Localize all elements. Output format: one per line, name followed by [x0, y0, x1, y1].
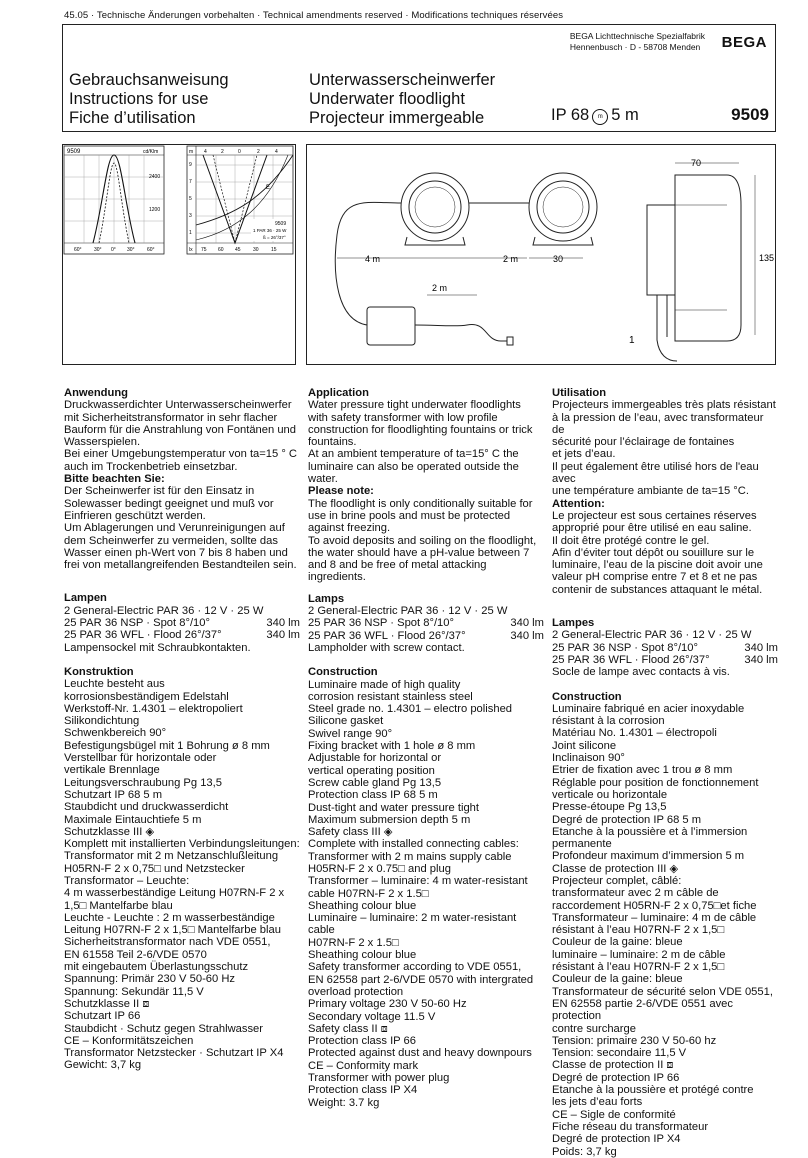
text-line: Matériau No. 1.4301 – électropoli [552, 727, 717, 740]
text-line: Dust-tight and water pressure tight [308, 801, 480, 814]
iso-left-label: 9 [189, 162, 192, 168]
iso-bottom-label: 75 [201, 247, 207, 253]
title-fr: Fiche d’utilisation [69, 109, 196, 127]
text-line: mit Sicherheitstransformator in sehr flacher [64, 411, 278, 424]
housing-side-view [647, 175, 741, 361]
text-line: raccordement H05RN-F 2 x 0,75□et fiche [552, 899, 757, 912]
text-line: Sheathing colour blue [308, 949, 417, 962]
text-line: EN 62558 part 2-6/VDE 0570 with intergrated [308, 973, 534, 986]
iso-bottom-label: 30 [253, 247, 259, 253]
text-line: Transformer with 2 m mains supply cable [308, 850, 512, 863]
lamp-type: 25 PAR 36 WFL · Flood 26°/37° [552, 653, 710, 666]
iso-top-label: 0 [238, 149, 241, 155]
text-line: Um Ablagerungen und Verunreinigungen auf [64, 522, 285, 535]
text-line: Transformateur – luminaire: 4 m de câble [552, 911, 757, 924]
text-line: Maximale Eintauchtiefe 5 m [64, 813, 202, 826]
text-line: Fiche réseau du transformateur [552, 1120, 709, 1133]
iso-top-label: 4 [204, 149, 207, 155]
text-line: CE – Konformitätszeichen [64, 1034, 194, 1047]
text-line: Etanche à la poussière et protégé contre [552, 1084, 754, 1097]
dim-135: 135 [759, 253, 775, 263]
text-line: Wasserspielen. [64, 436, 141, 449]
iso-letter: E [266, 185, 271, 191]
utilisation-text [552, 399, 778, 497]
text-line: vertical operating position [308, 764, 435, 777]
text-line: approprié pour être utilisé en eau saline. [552, 522, 752, 535]
text-line: les jets d’eau forts [552, 1096, 643, 1109]
text-line: corrosion resistant stainless steel [308, 690, 473, 703]
text-line: verticale ou horizontale [552, 788, 668, 801]
brand-logo: BEGA [721, 34, 767, 51]
text-line: ingredients. [308, 571, 366, 584]
text-line: 1,5□ Mantelfarbe blau [64, 899, 173, 912]
text-line: korrosionsbeständigem Edelstahl [64, 690, 229, 703]
text-line: Luminaire fabriqué en acier inoxydable [552, 702, 745, 715]
text-line: Degré de protection IP X4 [552, 1133, 681, 1146]
text-line: contenir de substances attaquant le métal. [552, 583, 763, 596]
text-line: Staubdicht und druckwasserdicht [64, 801, 229, 814]
iso-id: 9509 [275, 221, 287, 227]
polar-angle: 30° [127, 247, 135, 253]
company-location: Hennenbusch · D - 58708 Menden [569, 42, 701, 52]
text-line: résistant à l’eau H07RN-F 2 x 1,5□ [552, 924, 725, 937]
polar-tick: 1200 [149, 207, 161, 213]
text-line: Maximum submersion depth 5 m [308, 813, 471, 826]
text-line: H05RN-F 2 x 0,75□ und Netzstecker [64, 862, 245, 875]
text-line: Transformateur de sécurité selon VDE 0551, [552, 985, 773, 998]
lamp-spec: 2 General-Electric PAR 36 · 12 V · 25 W [552, 629, 752, 642]
iso-left-label: lx [189, 247, 193, 253]
revision-note: 45.05 · Technische Änderungen vorbehalten · Technical amendments reserved · Modifications techniques réservées [64, 10, 564, 21]
text-line: Leuchte - Leuchte : 2 m wasserbeständige [64, 911, 275, 924]
text-line: Der Scheinwerfer ist für den Einsatz in [64, 485, 255, 498]
text-line: Poids: 3,7 kg [552, 1145, 617, 1158]
text-line: Sheathing colour blue [308, 899, 417, 912]
english-column [308, 387, 544, 1109]
lamp-holder: Lampholder with screw contact. [308, 641, 465, 654]
text-line: Adjustable for horizontal or [308, 752, 442, 765]
text-line: Sicherheitstransformator nach VDE 0551, [64, 936, 271, 949]
iso-left-label: 7 [189, 179, 192, 185]
company-address [570, 31, 705, 53]
lamp-type: 25 PAR 36 WFL · Flood 26°/37° [308, 629, 466, 642]
text-line: mit eingebautem Überlastungsschutz [64, 961, 249, 974]
text-line: CE – Conformity mark [308, 1059, 419, 1072]
lamp-type: 25 PAR 36 NSP · Spot 8°/10° [64, 617, 210, 630]
iso-bottom-label: 60 [218, 247, 224, 253]
beachten-text [64, 485, 300, 571]
company-name: BEGA Lichttechnische Spezialfabrik [569, 31, 705, 41]
text-line: water. [308, 473, 338, 486]
part-label: 1 [629, 335, 635, 346]
text-line: Presse-étoupe Pg 13,5 [552, 801, 667, 814]
text-line: At an ambient temperature of ta=15° C the [308, 448, 519, 461]
text-line: Protection class IP X4 [308, 1084, 418, 1097]
dim-30: 30 [553, 254, 564, 264]
document-header [62, 24, 776, 132]
lamp-lumen: 340 lm [744, 653, 778, 666]
depth-value: 5 m [611, 106, 639, 124]
polar-angle: 0° [111, 247, 116, 253]
text-line: Transformator – Leuchte: [64, 874, 190, 887]
text-line: auch im Trockenbetrieb einsetzbar. [64, 460, 238, 473]
heading-anwendung: Anwendung [64, 387, 129, 399]
application-text [308, 399, 544, 485]
ip-label: IP 68 [551, 106, 590, 124]
text-line: Réglable pour position de fonctionnement [552, 776, 759, 789]
text-line: Werkstoff-Nr. 1.4301 – elektropoliert [64, 702, 243, 715]
text-line: Bei einer Umgebungstemperatur von ta=15 ° C [64, 448, 298, 461]
lamp-spec: 2 General-Electric PAR 36 · 12 V · 25 W [64, 604, 264, 617]
text-line: Degré de protection IP 68 5 m [552, 813, 702, 826]
lamp-type: 25 PAR 36 NSP · Spot 8°/10° [308, 617, 454, 630]
doc-title-block [69, 71, 229, 128]
lamp-lumen: 340 lm [744, 641, 778, 654]
text-line: Swivel range 90° [308, 727, 393, 740]
polar-id: 9509 [67, 149, 81, 155]
ip-rating [551, 106, 639, 125]
text-line: Afin d’éviter tout dépôt ou souillure sur le [552, 546, 755, 559]
text-line: Leitungsverschraubung Pg 13,5 [64, 776, 222, 789]
text-line: construction for floodlighting fountains or trick [308, 423, 533, 436]
text-line: against freezing. [308, 522, 391, 535]
text-line: Transformer – luminaire: 4 m water-resistant [308, 875, 528, 888]
text-line: Il doit être protégé contre le gel. [552, 534, 710, 547]
text-line: The floodlight is only conditionally suitable for [308, 497, 533, 510]
german-column [64, 387, 300, 1072]
lamp-holder: Lampensockel mit Schraubkontakten. [64, 641, 251, 654]
text-line: Bauform für die Anstrahlung von Fontänen und [64, 423, 296, 436]
lamp-lumen: 340 lm [510, 629, 544, 642]
iso-left-label: 5 [189, 196, 192, 202]
heading-konstruktion: Konstruktion [64, 665, 134, 678]
text-line: Fixing bracket with 1 hole ø 8 mm [308, 740, 476, 753]
product-title-block [309, 71, 495, 128]
text-line: Silicone gasket [308, 715, 384, 728]
lamp-lumen: 340 lm [266, 629, 300, 642]
submersion-icon: m [592, 109, 608, 125]
polar-tick: 2400 [149, 174, 161, 180]
iso-left-label: 1 [189, 230, 192, 236]
text-line: Transformator mit 2 m Netzanschlußleitung [64, 850, 279, 863]
lamp-row [552, 642, 778, 654]
attention-text [552, 510, 778, 596]
heading-lamps: Lamps [308, 592, 345, 605]
text-line: dem Scheinwerfer zu vermeiden, sollte das [64, 534, 278, 547]
heading-attention: Attention: [552, 497, 605, 510]
text-line: Tension: primaire 230 V 50-60 hz [552, 1034, 717, 1047]
heading-construction-fr: Construction [552, 690, 622, 703]
lamp-type: 25 PAR 36 WFL · Flood 26°/37° [64, 629, 222, 642]
text-line: Befestigungsbügel mit 1 Bohrung ø 8 mm [64, 739, 270, 752]
heading-note: Please note: [308, 485, 374, 498]
lamp-row [64, 629, 300, 641]
text-line: Degré de protection IP 66 [552, 1071, 680, 1084]
lamp-row [64, 617, 300, 629]
text-line: Le projecteur est sous certaines réserves [552, 509, 757, 522]
lamp-row [308, 617, 544, 629]
text-line: EN 61558 Teil 2-6/VDE 0570 [64, 948, 207, 961]
iso-top-label: 2 [257, 149, 260, 155]
text-line: Etrier de fixation avec 1 trou ø 8 mm [552, 764, 733, 777]
text-line: Il peut également être utilisé hors de l'eau avec [552, 460, 759, 486]
text-line: Schutzklasse III ◈ [64, 825, 155, 838]
iso-bottom-label: 45 [235, 247, 241, 253]
text-line: Luminaire made of high quality [308, 678, 461, 691]
text-line: résistant à la corrosion [552, 715, 665, 728]
text-line: Water pressure tight underwater floodlights [308, 399, 521, 412]
text-line: Solewasser bedingt geeignet und muß vor [64, 497, 274, 510]
polar-angle: 60° [74, 247, 82, 253]
iso-top-label: 2 [221, 149, 224, 155]
lamp-lumen: 340 lm [266, 617, 300, 630]
text-line: Transformer with power plug [308, 1072, 450, 1085]
lamp-row [552, 654, 778, 666]
lamp-holder: Socle de lampe avec contacts à vis. [552, 666, 730, 679]
text-line: Protection class IP 68 5 m [308, 789, 438, 802]
text-line: Joint silicone [552, 739, 617, 752]
text-line: Profondeur maximum d’immersion 5 m [552, 850, 745, 863]
polar-diagram [64, 146, 164, 254]
iso-top-label: m [189, 149, 194, 155]
text-line: Safety class III ◈ [308, 826, 393, 839]
text-line: Leitung H07RN-F 2 x 1,5□ Mantelfarbe blau [64, 924, 281, 937]
text-line: résistant à l’eau H07RN-F 2 x 1,5□ [552, 961, 725, 974]
polar-angle: 60° [147, 247, 155, 253]
text-line: Weight: 3.7 kg [308, 1096, 380, 1109]
text-line: Komplett mit installierten Verbindungsleitungen: [64, 838, 300, 851]
text-line: with safety transformer with low profile [308, 411, 498, 424]
text-line: sécurité pour l’éclairage de fontaines [552, 436, 735, 449]
dimension-lines [337, 163, 755, 335]
text-line: Schutzart IP 68 5 m [64, 788, 163, 801]
text-line: transformateur avec 2 m câble de [552, 887, 719, 900]
product-de: Unterwasserscheinwerfer [309, 71, 496, 89]
text-line: CE – Sigle de conformité [552, 1108, 676, 1121]
text-line: Primary voltage 230 V 50-60 Hz [308, 998, 467, 1011]
text-line: Gewicht: 3,7 kg [64, 1059, 142, 1072]
polar-angle: 30° [94, 247, 102, 253]
text-line: fountains. [308, 436, 357, 449]
text-line: Classe de protection III ◈ [552, 862, 679, 875]
text-line: Wasser einen ph-Wert von 7 bis 8 haben und [64, 546, 288, 559]
text-line: the water should have a pH-value between 7 [308, 546, 530, 559]
installation-drawing [306, 144, 776, 365]
heading-beachten: Bitte beachten Sie: [64, 473, 165, 486]
model-number: 9509 [731, 105, 769, 124]
anwendung-text [64, 399, 300, 473]
text-line: frei von metallangreifenden Bestandteilen sein. [64, 559, 297, 572]
text-line: vertikale Brennlage [64, 764, 160, 777]
text-line: Classe de protection II ⧈ [552, 1059, 674, 1072]
text-line: Safety class II ⧈ [308, 1022, 388, 1035]
text-line: luminaire, l’eau de la piscine doit avoir une [552, 559, 763, 572]
text-line: and 8 and be free of metal attacking [308, 559, 487, 572]
text-line: permanente [552, 838, 612, 851]
text-line: Safety transformer according to VDE 0551, [308, 961, 522, 974]
text-line: use in brine pools and must be protected [308, 509, 511, 522]
installation-svg [307, 145, 775, 364]
isolux-diagram [187, 146, 293, 254]
photometric-diagrams [63, 145, 295, 364]
lamp-spec: 2 General-Electric PAR 36 · 12 V · 25 W [308, 605, 508, 618]
polar-unit: cd/Klm [143, 149, 159, 155]
text-line: Schwenkbereich 90° [64, 727, 167, 740]
text-line: 4 m wasserbeständige Leitung H07RN-F 2 x [64, 887, 285, 900]
heading-lampen: Lampen [64, 592, 107, 605]
text-line: Projecteurs immergeables très plats résistant [552, 399, 776, 412]
text-line: To avoid deposits and soiling on the floodlight, [308, 534, 537, 547]
iso-left-label: 3 [189, 213, 192, 219]
dim-4m: 4 m [365, 254, 381, 264]
title-en: Instructions for use [69, 90, 209, 108]
iso-angle: ß = 26°/37° [263, 235, 286, 240]
text-line: Verstellbar für horizontale oder [64, 752, 217, 765]
text-line: Tension: secondaire 11,5 V [552, 1047, 687, 1060]
lamp-type: 25 PAR 36 NSP · Spot 8°/10° [552, 641, 698, 654]
heading-construction: Construction [308, 666, 378, 679]
text-line: Etanche à la poussière et à l’immersion [552, 825, 748, 838]
text-line: cable H07RN-F 2 x 1.5□ [308, 887, 429, 900]
konstruktion-text [64, 678, 300, 1072]
text-line: Luminaire – luminaire: 2 m water-resistant cable [308, 912, 517, 937]
text-line: contre surcharge [552, 1022, 636, 1035]
text-line: et jets d’eau. [552, 448, 616, 461]
dim-2m: 2 m [503, 254, 519, 264]
text-line: Protected against dust and heavy downpours [308, 1047, 532, 1060]
text-line: Couleur de la gaine: bleue [552, 936, 683, 949]
text-line: Couleur de la gaine: bleue [552, 973, 683, 986]
heading-application: Application [308, 387, 369, 399]
text-line: Schutzklasse II ⧈ [64, 997, 150, 1010]
heading-utilisation: Utilisation [552, 387, 607, 399]
text-line: H07RN-F 2 x 1.5□ [308, 936, 399, 949]
text-line: Spannung: Primär 230 V 50-60 Hz [64, 973, 236, 986]
construction-text [308, 679, 544, 1109]
iso-lamp: 1 PAR 36 · 25 W [253, 228, 287, 233]
note-text [308, 498, 544, 584]
iso-top-label: 4 [275, 149, 278, 155]
text-line: Complete with installed connecting cables: [308, 838, 519, 851]
text-line: Spannung: Sekundär 11,5 V [64, 985, 204, 998]
lamp-lumen: 340 lm [510, 617, 544, 630]
text-line: Leuchte besteht aus [64, 678, 165, 691]
text-line: Projecteur complet, câblé: [552, 874, 682, 887]
dim-2m-b: 2 m [432, 283, 448, 293]
text-line: Protection class IP 66 [308, 1035, 416, 1048]
lamp-row [308, 630, 544, 642]
product-en: Underwater floodlight [309, 90, 465, 108]
photometric-figure [62, 144, 296, 365]
text-line: une température ambiante de ta=15 °C. [552, 485, 749, 498]
construction-fr-text [552, 703, 778, 1158]
text-line: Steel grade no. 1.4301 – electro polished [308, 703, 513, 716]
text-line: Secondary voltage 11.5 V [308, 1010, 436, 1023]
heading-lampes: Lampes [552, 617, 595, 630]
french-column [552, 387, 778, 1158]
text-line: valeur pH comprise entre 7 et 8 et ne pas [552, 571, 758, 584]
text-line: Einfrieren geschützt werden. [64, 509, 206, 522]
text-line: Screw cable gland Pg 13,5 [308, 776, 442, 789]
title-de: Gebrauchsanweisung [69, 71, 229, 89]
iso-bottom-label: 15 [271, 247, 277, 253]
text-line: à la pression de l’eau, avec transformateur de [552, 411, 764, 436]
product-fr: Projecteur immergeable [309, 109, 485, 127]
text-line: Silikondichtung [64, 715, 140, 728]
text-line: Druckwasserdichter Unterwasserscheinwerfer [64, 399, 292, 412]
text-line: Schutzart IP 66 [64, 1010, 141, 1023]
text-line: EN 62558 partie 2-6/VDE 0551 avec protection [552, 997, 733, 1023]
text-line: H05RN-F 2 x 0.75□ and plug [308, 862, 451, 875]
text-line: Inclinaison 90° [552, 752, 625, 765]
text-line: luminaire – luminaire: 2 m de câble [552, 948, 726, 961]
text-line: overload protection [308, 985, 404, 998]
text-line: Transformator Netzstecker · Schutzart IP X4 [64, 1047, 284, 1060]
dim-70: 70 [691, 158, 702, 168]
text-line: Staubdicht · Schutz gegen Strahlwasser [64, 1022, 263, 1035]
text-line: luminaire can also be operated outside the [308, 460, 519, 473]
